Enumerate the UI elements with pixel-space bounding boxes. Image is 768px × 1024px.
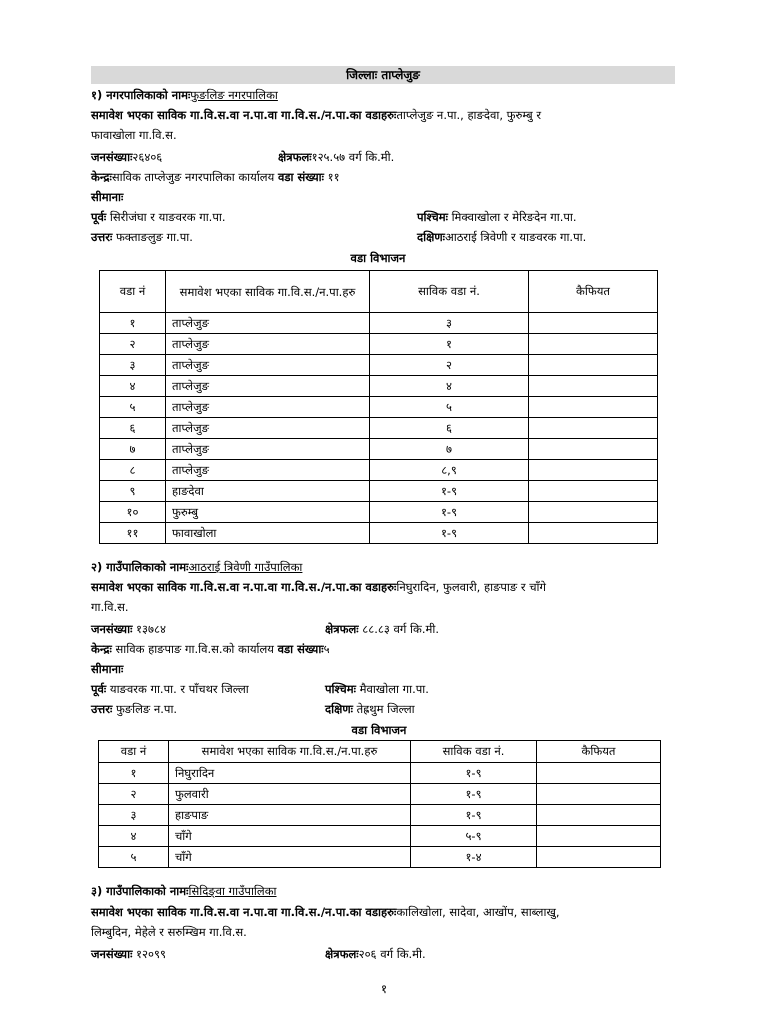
cell-remarks xyxy=(529,523,658,544)
table-row xyxy=(100,439,658,460)
page-number: १ xyxy=(380,982,388,996)
cell-old-ward-no: ४ xyxy=(370,376,529,397)
section2-north xyxy=(91,702,177,717)
district-header: जिल्लाः ताप्लेजुङ xyxy=(91,66,675,84)
cell-remarks xyxy=(529,439,658,460)
table-row xyxy=(99,784,661,805)
cell-old-ward-no: १-९ xyxy=(370,481,529,502)
cell-ward-no: ९ xyxy=(100,481,166,502)
north-value: फुङलिङ न.पा. xyxy=(115,702,178,716)
header-old-ward-no: साविक वडा नं. xyxy=(370,271,529,313)
section2-table-caption: वडा विभाजन xyxy=(351,723,407,737)
cell-merged-vdc: फुलवारी xyxy=(169,784,411,805)
section1-south xyxy=(417,230,586,245)
table-row xyxy=(99,826,661,847)
header-remarks: कैफियत xyxy=(529,271,658,313)
section1-area xyxy=(278,150,394,165)
cell-old-ward-no: ५ xyxy=(370,397,529,418)
cell-ward-no: ८ xyxy=(100,460,166,481)
population-label: जनसंख्याः xyxy=(91,150,133,164)
table-row xyxy=(100,523,658,544)
cell-ward-no: ७ xyxy=(100,439,166,460)
cell-old-ward-no: ८,९ xyxy=(370,460,529,481)
table-row xyxy=(100,313,658,334)
section1-table-caption: वडा विभाजन xyxy=(350,251,406,265)
table-row xyxy=(99,763,661,784)
center-label: केन्द्रः xyxy=(91,170,112,184)
cell-old-ward-no: ७ xyxy=(370,439,529,460)
north-label: उत्तरः xyxy=(91,230,113,244)
cell-old-ward-no: १-४ xyxy=(411,847,537,868)
cell-merged-vdc: ताप्लेजुङ xyxy=(166,418,370,439)
wards-value: ५ xyxy=(323,642,330,656)
section3-title-name: सिदिङ्वा गाउँपालिका xyxy=(188,884,277,898)
section2-population xyxy=(91,622,166,637)
section3-merged-line1 xyxy=(91,905,560,920)
cell-merged-vdc: ताप्लेजुङ xyxy=(166,460,370,481)
section1-population xyxy=(91,150,162,165)
cell-remarks xyxy=(529,481,658,502)
section2-east xyxy=(91,682,249,697)
cell-ward-no: १ xyxy=(99,763,169,784)
section1-west xyxy=(417,210,577,225)
area-label: क्षेत्रफलः xyxy=(325,622,359,636)
west-label: पश्चिमः xyxy=(325,682,356,696)
west-value: मैवाखोला गा.पा. xyxy=(359,682,429,696)
area-value: १२५.५७ वर्ग कि.मी. xyxy=(311,150,395,164)
center-value: साविक ताप्लेजुङ नगरपालिका कार्यालय xyxy=(111,170,275,184)
section2-title xyxy=(91,560,302,575)
header-old-ward-no: साविक वडा नं. xyxy=(411,741,537,763)
cell-remarks xyxy=(537,763,661,784)
section1-title-prefix: १) नगरपालिकाको नामः xyxy=(91,88,191,102)
section3-title xyxy=(91,884,277,899)
cell-ward-no: ४ xyxy=(99,826,169,847)
section2-boundary-label: सीमानाः xyxy=(91,662,124,676)
cell-ward-no: १० xyxy=(100,502,166,523)
cell-ward-no: ५ xyxy=(100,397,166,418)
section3-merged-value-line2: लिम्बुदिन, मेहेले र सरुम्खिम गा.वि.स. xyxy=(91,925,247,939)
cell-remarks xyxy=(537,826,661,847)
cell-remarks xyxy=(529,313,658,334)
cell-merged-vdc: ताप्लेजुङ xyxy=(166,439,370,460)
section1-title xyxy=(91,88,278,103)
header-ward-no: वडा नं xyxy=(99,741,169,763)
header-merged-vdc: समावेश भएका साविक गा.वि.स./न.पा.हरु xyxy=(169,741,411,763)
section3-population xyxy=(91,947,166,962)
cell-remarks xyxy=(529,418,658,439)
south-label: दक्षिणः xyxy=(325,702,353,716)
section1-merged-line1 xyxy=(91,108,541,123)
cell-ward-no: २ xyxy=(100,334,166,355)
south-value: आठराई त्रिवेणी र याङवरक गा.पा. xyxy=(444,230,587,244)
cell-merged-vdc: ताप्लेजुङ xyxy=(166,376,370,397)
south-value: तेह्रथुम जिल्ला xyxy=(356,702,415,716)
cell-remarks xyxy=(529,502,658,523)
section2-area xyxy=(325,622,439,637)
area-value: ८८.८३ वर्ग कि.मी. xyxy=(362,622,439,636)
population-value: २६४०६ xyxy=(132,150,163,164)
population-value: १२०९९ xyxy=(136,947,166,961)
west-value: मिक्वाखोला र मेरिङदेन गा.पा. xyxy=(451,210,577,224)
section3-title-prefix: ३) गाउँपालिकाको नामः xyxy=(91,884,189,898)
cell-ward-no: ३ xyxy=(99,805,169,826)
area-value: २०६ वर्ग कि.मी. xyxy=(358,947,426,961)
population-value: १३७८४ xyxy=(136,622,166,636)
cell-ward-no: ६ xyxy=(100,418,166,439)
table-row xyxy=(100,376,658,397)
north-label: उत्तरः xyxy=(91,702,113,716)
cell-merged-vdc: चाँगे xyxy=(169,826,411,847)
north-value: फक्ताङलुङ गा.पा. xyxy=(115,230,193,244)
section3-merged-label: समावेश भएका साविक गा.वि.स.वा न.पा.वा गा.वि.स./न.पा.का वडाहरुः xyxy=(91,905,397,919)
east-value: याङवरक गा.पा. र पाँचथर जिल्ला xyxy=(109,682,249,696)
cell-merged-vdc: हाङदेवा xyxy=(166,481,370,502)
cell-ward-no: ३ xyxy=(100,355,166,376)
south-label: दक्षिणः xyxy=(417,230,445,244)
cell-merged-vdc: निघुरादिन xyxy=(169,763,411,784)
section2-merged-line1 xyxy=(91,580,546,595)
section1-merged-value-line2: फावाखोला गा.वि.स. xyxy=(91,128,177,142)
cell-merged-vdc: फावाखोला xyxy=(166,523,370,544)
cell-old-ward-no: १-९ xyxy=(370,502,529,523)
table-row xyxy=(99,847,661,868)
section2-center xyxy=(91,642,330,657)
table-row xyxy=(100,397,658,418)
table-row xyxy=(100,334,658,355)
cell-old-ward-no: १-९ xyxy=(411,805,537,826)
cell-old-ward-no: २ xyxy=(370,355,529,376)
header-ward-no: वडा नं xyxy=(100,271,166,313)
wards-label: वडा संख्याः xyxy=(277,170,324,184)
table-header-row xyxy=(100,271,658,313)
header-remarks: कैफियत xyxy=(537,741,661,763)
west-label: पश्चिमः xyxy=(417,210,448,224)
cell-old-ward-no: ५-९ xyxy=(411,826,537,847)
section3-merged-value-line1: कालिखोला, सादेवा, आखोंप, साब्लाखु, xyxy=(396,905,560,919)
cell-remarks xyxy=(529,355,658,376)
area-label: क्षेत्रफलः xyxy=(278,150,312,164)
section2-title-prefix: २) गाउँपालिकाको नामः xyxy=(91,560,189,574)
cell-merged-vdc: ताप्लेजुङ xyxy=(166,313,370,334)
section3-area xyxy=(325,947,426,962)
table-row xyxy=(100,460,658,481)
section2-merged-label: समावेश भएका साविक गा.वि.स.वा न.पा.वा गा.वि.स./न.पा.का वडाहरुः xyxy=(91,580,397,594)
section2-title-name: आठराई त्रिवेणी गाउँपालिका xyxy=(188,560,303,574)
section2-ward-table xyxy=(98,740,661,868)
table-row xyxy=(100,355,658,376)
section1-center xyxy=(91,170,340,185)
section1-boundary-label: सीमानाः xyxy=(91,190,124,204)
wards-value: ११ xyxy=(327,170,340,184)
cell-old-ward-no: १ xyxy=(370,334,529,355)
population-label: जनसंख्याः xyxy=(91,622,133,636)
cell-ward-no: ५ xyxy=(99,847,169,868)
cell-merged-vdc: ताप्लेजुङ xyxy=(166,355,370,376)
cell-remarks xyxy=(537,805,661,826)
cell-merged-vdc: ताप्लेजुङ xyxy=(166,334,370,355)
cell-remarks xyxy=(529,376,658,397)
population-label: जनसंख्याः xyxy=(91,947,133,961)
cell-remarks xyxy=(537,784,661,805)
cell-old-ward-no: १-९ xyxy=(411,784,537,805)
cell-remarks xyxy=(529,460,658,481)
area-label: क्षेत्रफलः xyxy=(325,947,359,961)
east-label: पूर्वः xyxy=(91,210,107,224)
header-merged-vdc: समावेश भएका साविक गा.वि.स./न.पा.हरु xyxy=(166,271,370,313)
wards-label: वडा संख्याः xyxy=(277,642,324,656)
cell-merged-vdc: फुरुम्बु xyxy=(166,502,370,523)
table-row xyxy=(100,481,658,502)
section1-ward-table xyxy=(99,270,658,544)
cell-old-ward-no: ६ xyxy=(370,418,529,439)
section1-north xyxy=(91,230,193,245)
cell-ward-no: ११ xyxy=(100,523,166,544)
center-label: केन्द्रः xyxy=(91,642,112,656)
east-label: पूर्वः xyxy=(91,682,107,696)
cell-remarks xyxy=(529,334,658,355)
cell-remarks xyxy=(537,847,661,868)
cell-old-ward-no: १-९ xyxy=(370,523,529,544)
cell-old-ward-no: १-९ xyxy=(411,763,537,784)
section2-merged-value-line2: गा.वि.स. xyxy=(91,600,129,614)
section1-merged-label: समावेश भएका साविक गा.वि.स.वा न.पा.वा गा.वि.स./न.पा.का वडाहरुः xyxy=(91,108,397,122)
cell-merged-vdc: ताप्लेजुङ xyxy=(166,397,370,418)
cell-remarks xyxy=(529,397,658,418)
table-header-row xyxy=(99,741,661,763)
cell-merged-vdc: चाँगे xyxy=(169,847,411,868)
section1-east xyxy=(91,210,226,225)
section2-west xyxy=(325,682,429,697)
table-row xyxy=(99,805,661,826)
cell-ward-no: २ xyxy=(99,784,169,805)
cell-ward-no: १ xyxy=(100,313,166,334)
cell-ward-no: ४ xyxy=(100,376,166,397)
section1-merged-value-line1: ताप्लेजुङ न.पा., हाङदेवा, फुरुम्बु र xyxy=(396,108,542,122)
table-row xyxy=(100,502,658,523)
cell-old-ward-no: ३ xyxy=(370,313,529,334)
table-row xyxy=(100,418,658,439)
section2-south xyxy=(325,702,415,717)
center-value: साविक हाङपाङ गा.वि.स.को कार्यालय xyxy=(115,642,274,656)
section1-title-name: फुङलिङ नगरपालिका xyxy=(190,88,278,102)
east-value: सिरीजंघा र याङवरक गा.पा. xyxy=(109,210,226,224)
section2-merged-value-line1: निघुरादिन, फुलवारी, हाङपाङ र चाँगे xyxy=(396,580,547,594)
cell-merged-vdc: हाङपाङ xyxy=(169,805,411,826)
